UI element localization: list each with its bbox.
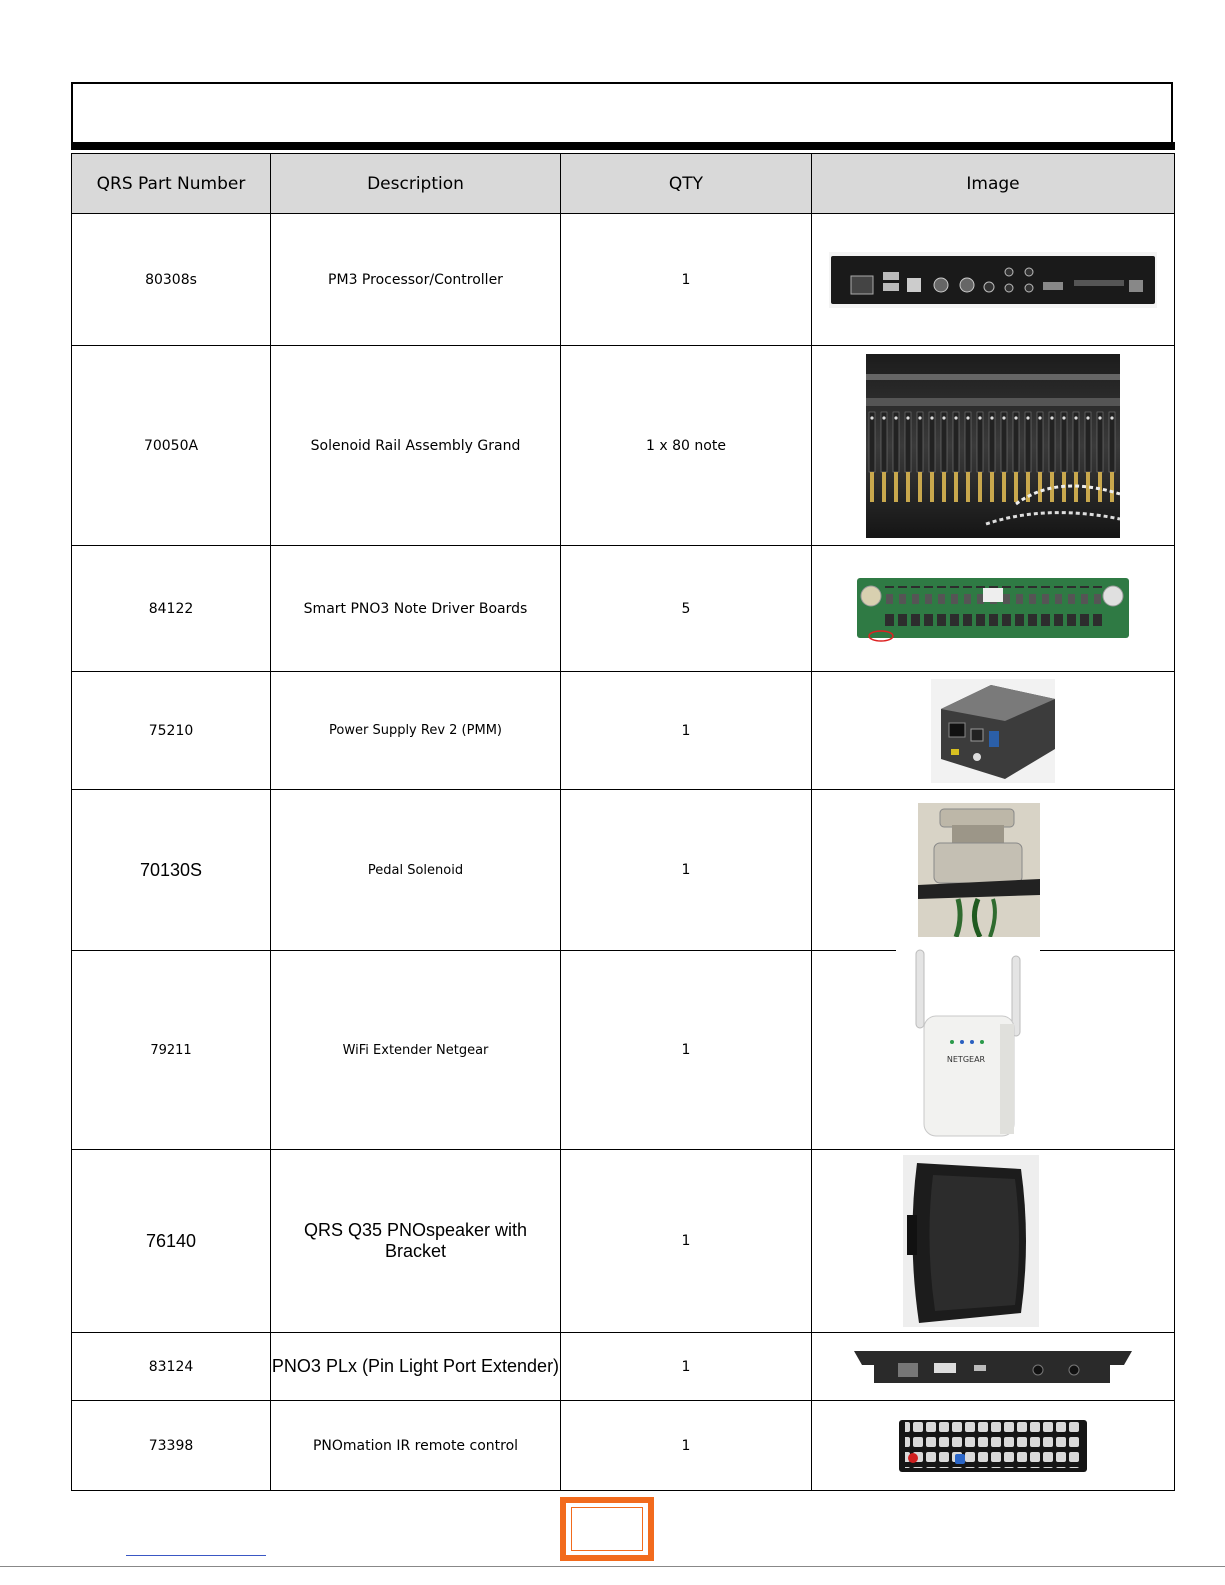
part-number: 70050A [72, 346, 271, 546]
description: WiFi Extender Netgear [271, 951, 561, 1150]
table-row [72, 214, 1175, 346]
table-row [72, 346, 1175, 546]
table-row [72, 951, 1175, 1150]
image-cell [812, 672, 1175, 790]
part-number: 83124 [72, 1333, 271, 1401]
table-row [72, 790, 1175, 951]
description: Pedal Solenoid [271, 790, 561, 951]
part-number: 79211 [72, 951, 271, 1150]
quantity: 1 [561, 790, 812, 951]
header-row [72, 154, 1175, 214]
title-box [71, 82, 1173, 142]
speaker-photo [903, 1155, 1039, 1327]
quantity: 5 [561, 546, 812, 672]
footer-page-box [560, 1497, 654, 1561]
table-row [72, 1401, 1175, 1491]
part-number: 80308s [72, 214, 271, 346]
part-number: 76140 [72, 1150, 271, 1333]
table-row [72, 672, 1175, 790]
quantity: 1 [561, 672, 812, 790]
quantity: 1 [561, 214, 812, 346]
image-cell [812, 1333, 1175, 1401]
power-supply-photo [931, 679, 1055, 783]
part-number: 73398 [72, 1401, 271, 1491]
pedal-solenoid-photo [918, 803, 1040, 937]
description: PNOmation IR remote control [271, 1401, 561, 1491]
image-cell [812, 546, 1175, 672]
image-cell [812, 1401, 1175, 1491]
table-row [72, 1333, 1175, 1401]
header-qty: QTY [561, 154, 812, 214]
description: PNO3 PLx (Pin Light Port Extender) [271, 1333, 561, 1401]
netgear-label: NETGEAR [946, 1055, 986, 1064]
image-cell [812, 1150, 1175, 1333]
quantity: 1 [561, 1333, 812, 1401]
description: Power Supply Rev 2 (PMM) [271, 672, 561, 790]
table-row [72, 546, 1175, 672]
quantity: 1 [561, 1401, 812, 1491]
quantity: 1 [561, 951, 812, 1150]
image-cell [812, 346, 1175, 546]
description: QRS Q35 PNOspeaker with Bracket [271, 1150, 561, 1333]
driver-board-photo [857, 574, 1129, 644]
image-cell [812, 951, 1175, 1150]
wifi-extender-photo [896, 944, 1040, 1142]
quantity: 1 x 80 note [561, 346, 812, 546]
part-number: 75210 [72, 672, 271, 790]
header-image: Image [812, 154, 1175, 214]
description: Smart PNO3 Note Driver Boards [271, 546, 561, 672]
header-part-number: QRS Part Number [72, 154, 271, 214]
title-rule [71, 142, 1175, 150]
header-description: Description [271, 154, 561, 214]
bottom-rule [0, 1566, 1225, 1567]
table-row [72, 1150, 1175, 1333]
solenoid-rail-photo [866, 354, 1120, 538]
quantity: 1 [561, 1150, 812, 1333]
description: PM3 Processor/Controller [271, 214, 561, 346]
image-cell [812, 790, 1175, 951]
footer-link-underline[interactable] [126, 1555, 266, 1556]
part-number: 84122 [72, 546, 271, 672]
parts-table [71, 153, 1175, 1491]
part-number: 70130S [72, 790, 271, 951]
description: Solenoid Rail Assembly Grand [271, 346, 561, 546]
image-cell [812, 214, 1175, 346]
plx-extender-photo [854, 1343, 1132, 1391]
pm3-processor-photo [829, 252, 1157, 308]
ir-remote-photo [899, 1420, 1087, 1472]
